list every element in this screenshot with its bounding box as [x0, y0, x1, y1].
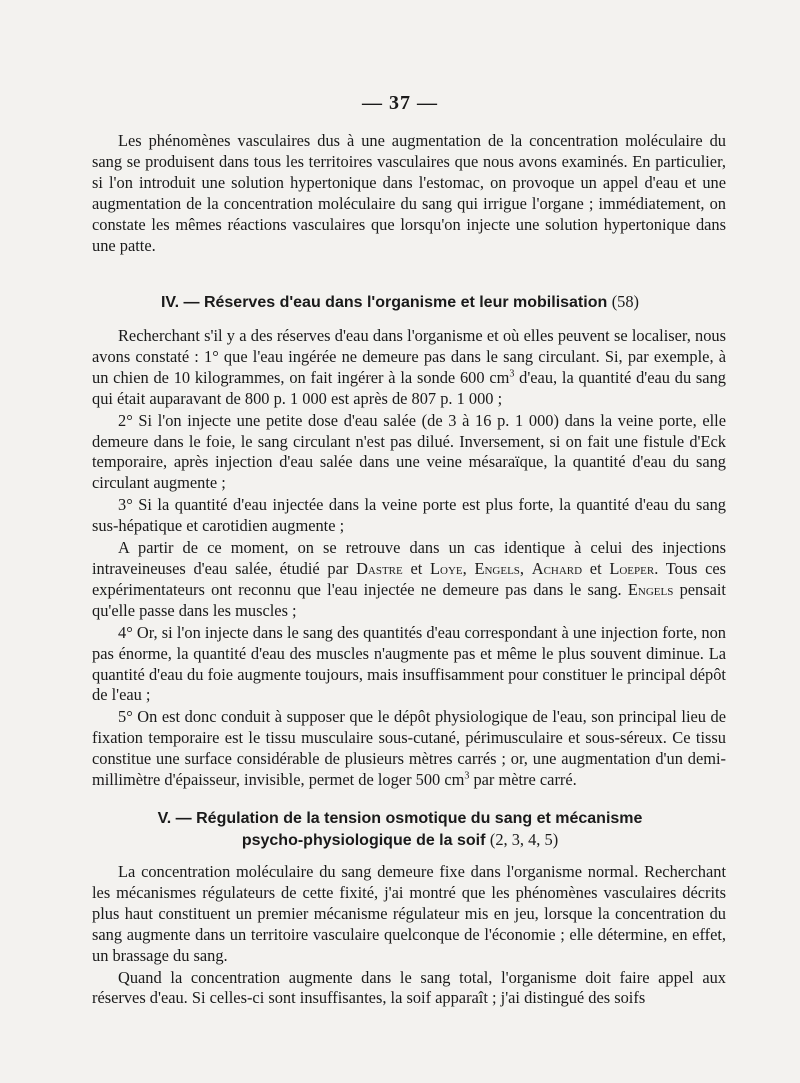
section-reference: (58) [611, 292, 640, 311]
section-title: psycho-physiologique de la soif [241, 831, 486, 849]
paragraph: 4° Or, si l'on injecte dans le sang des quantités d'eau correspondant à une injection forte, non pas énorme, la quantité d'eau des muscles n'augmente pas et même le plus souvent diminue. La quantité d'eau du foie augmente toujours, mais insuffisamment pour constituer le principal dépôt de l'eau ; [92, 622, 726, 705]
author-name: Loeper [609, 558, 655, 578]
author-name: Loye [430, 558, 463, 578]
author-name: Engels [474, 558, 520, 578]
paragraph-text: par mètre carré. [469, 770, 577, 790]
paragraph: 3° Si la quantité d'eau injectée dans la veine porte est plus forte, la quantité d'eau du sang sus-hépatique et carotidien augmente ; [92, 495, 726, 536]
section-title-line-2 [0, 830, 800, 852]
paragraph-text: A partir de ce moment, on se retrouve dans un cas identique à celui des injections intraveineuses d'eau salée, étudié par [92, 538, 726, 578]
paragraph: La concentration moléculaire du sang demeure fixe dans l'organisme normal. Recherchant les mécanismes régulateurs de cette fixité, j'ai montré que les phénomènes vasculaires décrits plus haut constituent un premier mécanisme régulateur mis en jeu, lorsque la concentration du sang augmente dans un territoire vasculaire quelconque de l'économie ; elle détermine, en effet, un brassage du sang. [92, 862, 726, 965]
author-name: Achard [531, 558, 583, 578]
section-reference: (2, 3, 4, 5) [489, 829, 559, 849]
paragraph: Quand la concentration augmente dans le sang total, l'organisme doit faire appel aux réserves d'eau. Si celles-ci sont insuffisantes, la soif apparaît ; j'ai distingué des soifs [92, 967, 726, 1008]
author-name: Engels [627, 579, 674, 599]
section-heading-v [0, 809, 800, 851]
superscript: 3 [464, 770, 470, 782]
section-title-line-1: V. — Régulation de la tension osmotique du sang et mécanisme [157, 810, 643, 827]
paragraph-text: , [462, 558, 475, 578]
paragraph: Les phénomènes vasculaires dus à une augmentation de la concentration moléculaire du sang se produisent dans tous les territoires vasculaires que nous avons examinés. En particulier, si l'on introduit une solution hypertonique dans l'estomac, on provoque un appel d'eau et une augmentation de la concentration moléculaire du sang qui irrigue l'organe ; immédiatement, on constate les mêmes réactions vasculaires que lorsqu'on injecte une solution hypertonique dans une patte. [92, 131, 726, 255]
paragraph-text: 5° On est donc conduit à supposer que le dépôt physiologique de l'eau, son principal lieu de fixation temporaire est le tissu musculaire sous-cutané, périmusculaire et sous-séreux. Ce tissu constitue une surface considérable de plusieurs mètres carrés ; or, une augmentation d'un demi-millimètre d'épaisseur, invisible, permet de loger 500 cm [92, 707, 726, 790]
paragraph [92, 326, 726, 410]
paragraph-text: et [582, 558, 610, 578]
paragraph-text: , [519, 558, 532, 578]
paragraph-text: . Tous ces expérimentateurs ont reconnu que l'eau injectée ne demeure pas dans le sang. [92, 558, 726, 599]
section-v-text-block [92, 862, 726, 1009]
paragraph: 2° Si l'on injecte une petite dose d'eau salée (de 3 à 16 p. 1 000) dans la veine porte, elle demeure dans le foie, le sang circulant n'est pas dilué. Inversement, si on fait une fistule d'Eck temporaire, après injection d'eau salée dans une veine mésaraïque, la quantité d'eau du sang circulant augmente ; [92, 410, 726, 493]
paragraph-text: et [402, 558, 431, 578]
paragraph-text: pensait qu'elle passe dans les muscles ; [92, 579, 726, 620]
superscript: 3 [509, 368, 515, 380]
section-title: IV. — Réserves d'eau dans l'organisme et leur mobilisation [160, 294, 608, 311]
section-iv-text-block [92, 326, 726, 791]
intro-text-block [92, 131, 726, 256]
paragraph [92, 707, 726, 791]
paragraph-text: Recherchant s'il y a des réserves d'eau dans l'organisme et où elles peuvent se localiser, nous avons constaté : 1° que l'eau ingérée ne demeure pas dans le sang circulant. Si, par exemple, à un chien de 10 kilogrammes, on fait ingérer à la sonde 600 cm [92, 326, 726, 387]
paragraph-text: d'eau, la quantité d'eau du sang qui était auparavant de 800 p. 1 000 est après de 807 p. 1 000 ; [92, 367, 726, 408]
author-name: Dastre [356, 558, 403, 578]
paragraph [92, 538, 726, 622]
section-heading-iv [0, 292, 800, 313]
page-number: — 37 — [362, 92, 438, 114]
